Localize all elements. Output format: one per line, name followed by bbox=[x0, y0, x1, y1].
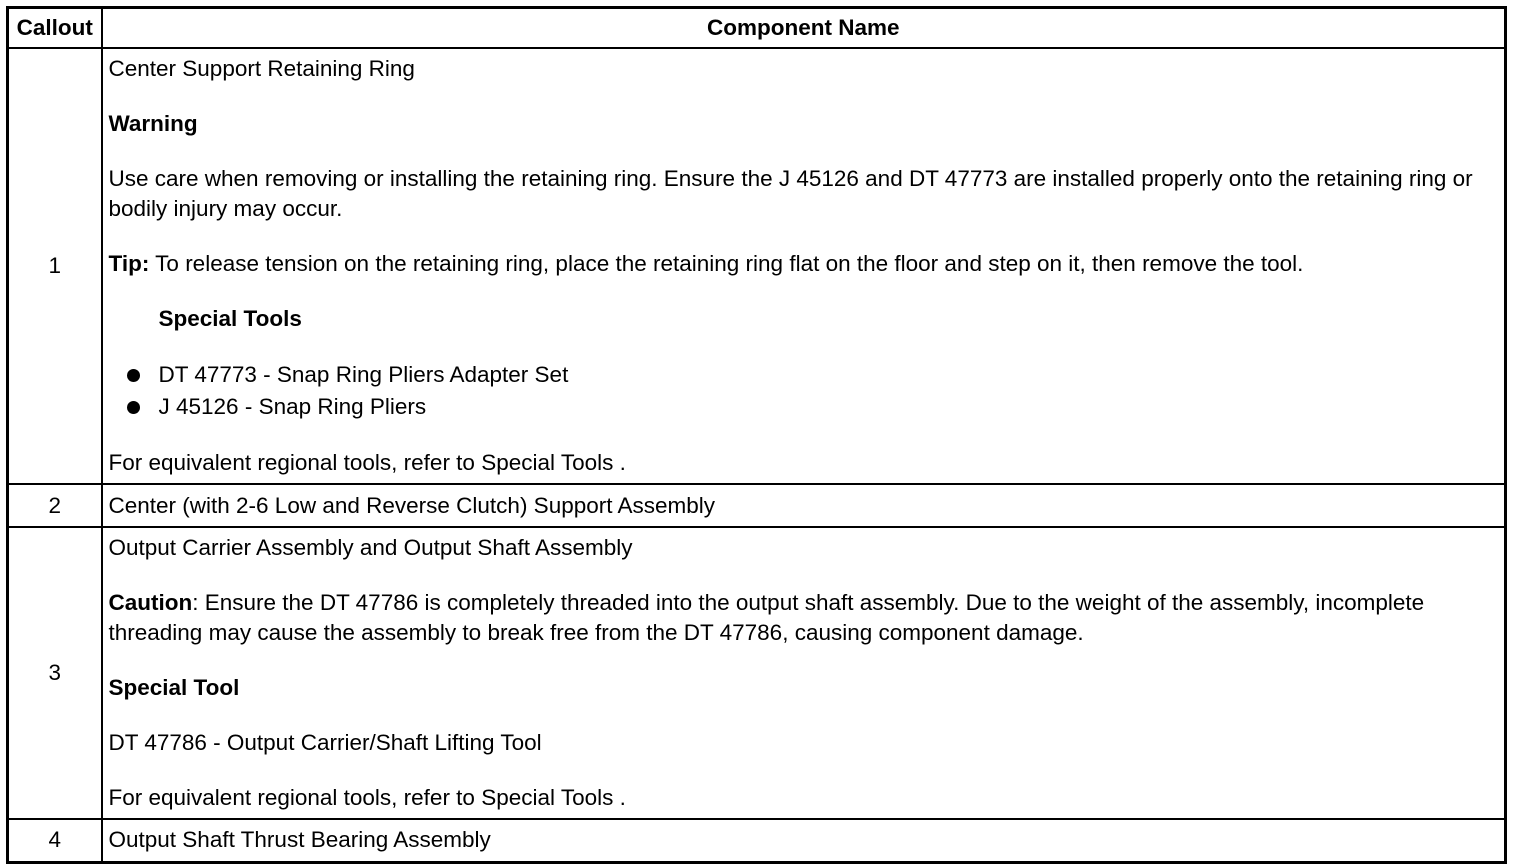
table-row bbox=[8, 819, 1506, 862]
callout-number: 4 bbox=[8, 819, 102, 862]
callout-number: 2 bbox=[8, 484, 102, 527]
component-title: Output Carrier Assembly and Output Shaft Assembly bbox=[108, 535, 633, 560]
warning-label: Warning bbox=[108, 111, 198, 136]
tool-name: DT 47786 - Output Carrier/Shaft Lifting Tool bbox=[108, 730, 542, 755]
regional-tools-note: For equivalent regional tools, refer to Special Tools . bbox=[108, 785, 626, 810]
component-title: Output Shaft Thrust Bearing Assembly bbox=[102, 819, 1506, 862]
warning-text: Use care when removing or installing the retaining ring. Ensure the J 45126 and DT 47773 are installed properly onto the retaining ring or bodily injury may occur. bbox=[108, 166, 1473, 221]
list-item bbox=[109, 359, 1497, 391]
table-row bbox=[8, 48, 1506, 484]
special-tools-heading: Special Tools bbox=[158, 306, 302, 331]
list-item bbox=[109, 391, 1497, 423]
component-title: Center (with 2-6 Low and Reverse Clutch) Support Assembly bbox=[102, 484, 1506, 527]
caution-paragraph bbox=[109, 588, 1497, 648]
callout-column-header: Callout bbox=[8, 8, 102, 49]
bullet-icon bbox=[127, 369, 140, 382]
callout-number: 1 bbox=[8, 48, 102, 484]
tip-text: To release tension on the retaining ring, place the retaining ring flat on the floor and step on it, then remove the tool. bbox=[149, 251, 1304, 276]
component-title: Center Support Retaining Ring bbox=[108, 56, 415, 81]
special-tools-list bbox=[109, 359, 1497, 423]
component-cell bbox=[102, 48, 1506, 484]
tool-name: J 45126 - Snap Ring Pliers bbox=[158, 394, 427, 419]
caution-label: Caution bbox=[108, 590, 193, 615]
table-header-row bbox=[8, 8, 1506, 49]
component-name-column-header: Component Name bbox=[102, 8, 1506, 49]
tip-paragraph bbox=[109, 249, 1497, 279]
table-row bbox=[8, 527, 1506, 819]
special-tool-heading: Special Tool bbox=[108, 675, 240, 700]
tool-name: DT 47773 - Snap Ring Pliers Adapter Set bbox=[158, 362, 569, 387]
callout-number: 3 bbox=[8, 527, 102, 819]
table-row bbox=[8, 484, 1506, 527]
bullet-icon bbox=[127, 401, 140, 414]
tip-label: Tip: bbox=[108, 251, 150, 276]
regional-tools-note: For equivalent regional tools, refer to Special Tools . bbox=[108, 450, 626, 475]
component-table bbox=[6, 6, 1507, 864]
component-cell bbox=[102, 527, 1506, 819]
caution-text: : Ensure the DT 47786 is completely threaded into the output shaft assembly. Due to the weight of the assembly, incomplete threading may cause the assembly to break free from the DT 47786, causing component damage. bbox=[108, 590, 1425, 645]
